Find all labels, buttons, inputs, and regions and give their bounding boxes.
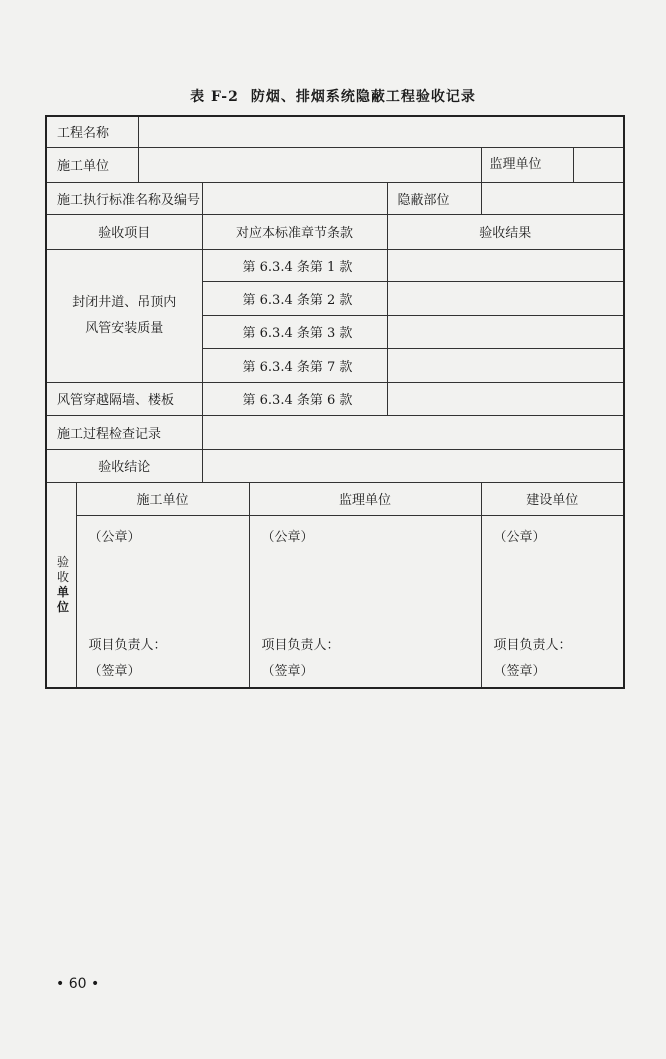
table-code: 表 F-2 [190, 89, 239, 105]
row-conclusion [46, 449, 624, 482]
signature-block[interactable] [76, 515, 249, 688]
result-cell[interactable] [387, 315, 624, 348]
concealed-part-value[interactable] [481, 182, 624, 214]
supervision-unit-value[interactable] [574, 148, 624, 182]
item-column-header: 验收项目 [46, 214, 202, 249]
row-column-headers [46, 214, 624, 249]
standard-name-label: 施工执行标准名称及编号 [46, 182, 202, 214]
clause-cell: 第 6.3.4 条第 3 款 [202, 315, 387, 348]
result-column-header: 验收结果 [387, 214, 624, 249]
row-acceptance-units [46, 482, 624, 515]
construction-unit-value[interactable] [138, 147, 481, 182]
row-units [46, 147, 624, 182]
result-cell[interactable] [387, 348, 624, 382]
seal-label: （公章） [261, 529, 314, 545]
signature-label: （签章） [88, 663, 141, 679]
seal-label: （公章） [493, 529, 546, 545]
concealed-part-label: 隐蔽部位 [387, 182, 481, 214]
page-number: • 60 • [56, 976, 100, 992]
row-process-check [46, 415, 624, 449]
process-check-value[interactable] [202, 415, 624, 449]
table-title: 防烟、排烟系统隐蔽工程验收记录 [250, 89, 476, 105]
project-name-value[interactable] [138, 116, 624, 147]
responsible-label: 项目负责人： [493, 637, 572, 653]
acceptance-units-label: 验 收 单 位 [46, 482, 76, 688]
supervision-unit-cell [481, 147, 624, 182]
unit-name: 监理单位 [249, 482, 481, 515]
item-group-label: 封闭井道、吊顶内 风管安装质量 [46, 249, 202, 382]
signature-block[interactable] [481, 515, 624, 688]
clause-cell: 第 6.3.4 条第 7 款 [202, 348, 387, 382]
table-row [46, 382, 624, 415]
table-row [46, 249, 624, 281]
unit-name: 建设单位 [481, 482, 624, 515]
signature-label: （签章） [261, 663, 314, 679]
acceptance-record-table [45, 115, 625, 689]
signature-label: （签章） [493, 663, 546, 679]
row-project-name [46, 116, 624, 147]
standard-name-value[interactable] [202, 182, 387, 214]
result-cell[interactable] [387, 249, 624, 281]
construction-unit-label: 施工单位 [46, 147, 138, 182]
clause-column-header: 对应本标准章节条款 [202, 214, 387, 249]
clause-cell: 第 6.3.4 条第 2 款 [202, 281, 387, 315]
unit-name: 施工单位 [76, 482, 249, 515]
supervision-unit-label: 监理单位 [482, 148, 574, 182]
responsible-label: 项目负责人： [261, 637, 340, 653]
row-standard [46, 182, 624, 214]
row-signatures [46, 515, 624, 688]
project-name-label: 工程名称 [46, 116, 138, 147]
conclusion-value[interactable] [202, 449, 624, 482]
signature-block[interactable] [249, 515, 481, 688]
conclusion-label: 验收结论 [46, 449, 202, 482]
clause-cell: 第 6.3.4 条第 1 款 [202, 249, 387, 281]
responsible-label: 项目负责人： [88, 637, 167, 653]
clause-cell: 第 6.3.4 条第 6 款 [202, 382, 387, 415]
result-cell[interactable] [387, 382, 624, 415]
seal-label: （公章） [88, 529, 141, 545]
result-cell[interactable] [387, 281, 624, 315]
document-title [0, 86, 666, 106]
process-check-label: 施工过程检查记录 [46, 415, 202, 449]
item-group-label: 风管穿越隔墙、楼板 [46, 382, 202, 415]
